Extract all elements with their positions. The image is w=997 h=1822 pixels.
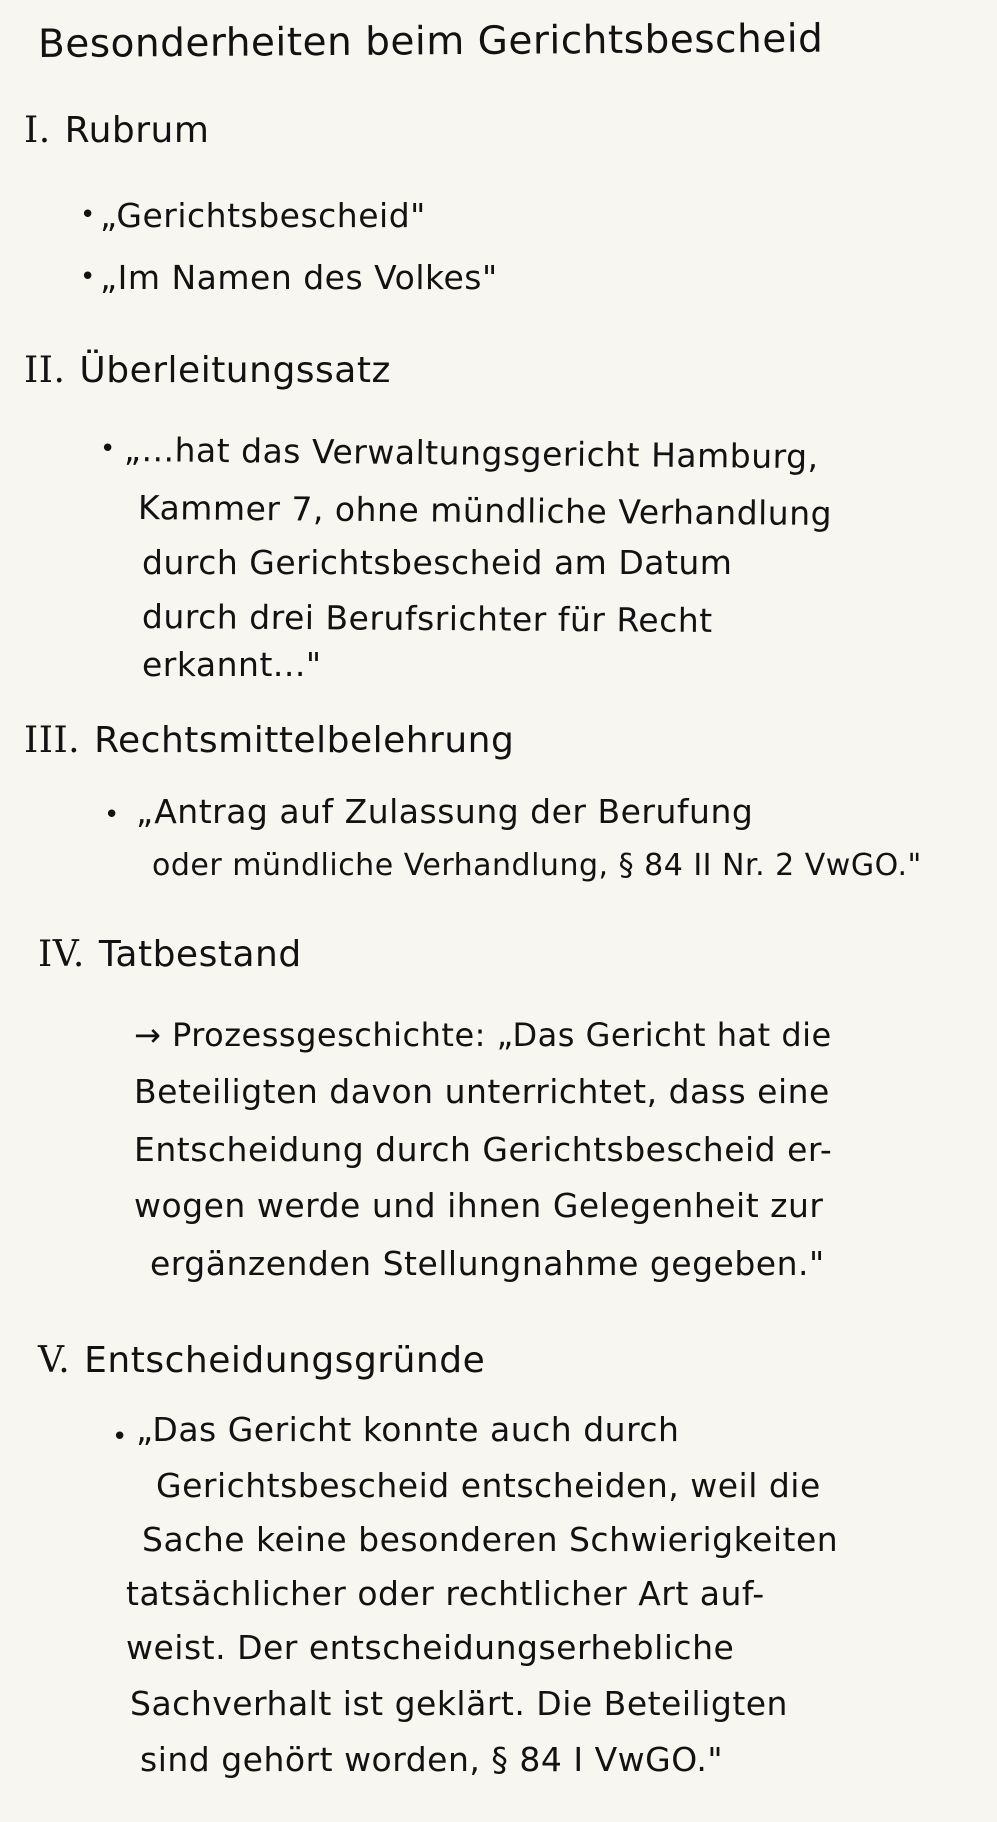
list-item: weist. Der entscheidungserhebliche [126, 1628, 735, 1667]
list-item: erkannt..." [142, 645, 322, 684]
section-numeral: V. [38, 1340, 71, 1381]
section-title: Überleitungssatz [79, 350, 391, 391]
section-heading [24, 720, 514, 761]
list-item: wogen werde und ihnen Gelegenheit zur [134, 1186, 824, 1225]
list-item: sind gehört worden, § 84 I VwGO." [140, 1740, 724, 1779]
list-item: Kammer 7, ohne mündliche Verhandlung [137, 488, 833, 534]
list-item: „Gerichtsbescheid" [100, 196, 426, 235]
list-item: Gerichtsbescheid entscheiden, weil die [156, 1466, 821, 1505]
list-item: „Das Gericht konnte auch durch [136, 1410, 680, 1449]
section-heading [38, 1340, 485, 1381]
bullet-dot-icon: • [112, 1422, 128, 1452]
list-item: ergänzenden Stellungnahme gegeben." [150, 1244, 825, 1283]
list-item: „...hat das Verwaltungsgericht Hamburg, [123, 430, 819, 477]
section-numeral: I. [24, 110, 51, 151]
bullet-dot-icon: • [100, 434, 116, 464]
list-item: oder mündliche Verhandlung, § 84 II Nr. 2 VwGO." [152, 848, 922, 883]
list-item: tatsächlicher oder rechtlicher Art auf- [126, 1574, 765, 1613]
list-item: Sachverhalt ist geklärt. Die Beteiligten [130, 1684, 788, 1723]
section-title: Entscheidungsgründe [84, 1340, 486, 1381]
section-title: Rubrum [64, 110, 210, 151]
bullet-dot-icon: • [80, 200, 96, 230]
list-item: → Prozessgeschichte: „Das Gericht hat die [134, 1016, 832, 1054]
list-item: „Antrag auf Zulassung der Berufung [136, 792, 754, 831]
bullet-dot-icon: • [80, 262, 96, 292]
section-title: Tatbestand [98, 934, 302, 975]
list-item: Entscheidung durch Gerichtsbescheid er- [134, 1130, 833, 1169]
page-title: Besonderheiten beim Gerichtsbescheid [37, 16, 824, 67]
list-item: „Im Namen des Volkes" [100, 258, 498, 297]
section-numeral: III. [24, 720, 81, 761]
bullet-dot-icon: • [104, 800, 120, 830]
section-title: Rechtsmittelbelehrung [94, 720, 515, 761]
section-numeral: II. [24, 350, 66, 391]
section-heading [24, 110, 209, 151]
list-item: durch Gerichtsbescheid am Datum [142, 543, 733, 582]
section-numeral: IV. [38, 934, 85, 975]
section-heading [38, 934, 302, 975]
list-item: durch drei Berufsrichter für Recht [141, 597, 713, 640]
list-item: Beteiligten davon unterrichtet, dass eine [134, 1072, 830, 1111]
list-item: Sache keine besonderen Schwierigkeiten [142, 1520, 839, 1559]
section-heading [24, 350, 391, 391]
